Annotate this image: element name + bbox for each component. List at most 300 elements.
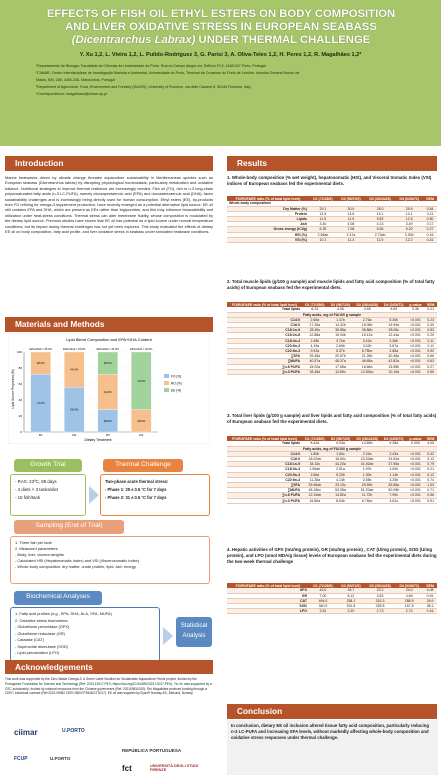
table-cell: 38.88a: [328, 328, 354, 333]
table-cell: 14.1: [365, 211, 395, 216]
table-cell: 1.47b: [328, 317, 354, 322]
legend-swatch: [164, 388, 169, 392]
row-label: C20:5n-3: [227, 343, 302, 348]
row-label: Total lipids: [227, 441, 302, 446]
bar-value-label: 44.0%: [70, 367, 79, 372]
table-cell: 24.53a: [381, 456, 407, 461]
bar-value-label: 28.0%: [36, 361, 45, 366]
table-cell: 4.48: [353, 307, 381, 312]
table-cell: 30.9: [337, 206, 365, 211]
table-header-cell: FO/ROFAEE ratio (% of total lipid level): [227, 196, 309, 201]
bar-top-label: EPA+DHA = 25.3%: [29, 348, 52, 351]
logos-area: [0, 726, 220, 784]
x-tick-label: D2: [72, 433, 77, 437]
table-cell: 2.56ab: [309, 232, 337, 237]
table-cell: 23.2: [365, 588, 395, 593]
table-cell: 21.26b: [353, 354, 381, 359]
table-cell: 0.16: [423, 609, 437, 614]
table-header-cell: D3 (28/44/28): [353, 302, 381, 307]
row-label: GR: [227, 593, 309, 598]
row-label: C18:1n-9: [227, 462, 302, 467]
table-cell: 28.45c: [302, 328, 328, 333]
row-label: C16:0: [227, 322, 302, 327]
table-cell: 1.60c: [328, 451, 354, 456]
bar-value-label: 28.0%: [103, 361, 112, 366]
table-cell: 6.76bc: [353, 498, 381, 503]
lipid-blend-chart: [8, 334, 210, 444]
table-header-cell: D4 (0/28/72): [381, 302, 407, 307]
logo-republica: REPÚBLICA PORTUGUESA: [122, 748, 182, 753]
sampling-heading: Sampling (End of Trial): [14, 520, 124, 534]
table-cell: 0.55: [424, 369, 437, 374]
table-cell: 23.15c: [328, 482, 354, 487]
table-cell: 225.8: [365, 603, 395, 608]
table-row: [227, 609, 437, 614]
table-3: [227, 436, 437, 504]
table-cell: 28.0: [365, 206, 395, 211]
growth-item: - RAS: 23ºC, 88 days: [15, 479, 57, 484]
table-cell: 29.9: [395, 206, 423, 211]
table-cell: 17.68a: [328, 364, 354, 369]
bar-top-label: EPA+DHA = 23.0%: [130, 348, 153, 351]
row-label: C22:6n-3: [227, 348, 302, 353]
table-cell: 4.13: [365, 222, 395, 227]
table-cell: 2.69b: [328, 343, 354, 348]
table-cell: 2.51a: [328, 467, 354, 472]
table-cell: 11.9: [337, 216, 365, 221]
row-label: ∑n-6 PUFA: [227, 493, 302, 498]
table-cell: <0.001: [407, 488, 425, 493]
table-cell: 24.0: [395, 588, 423, 593]
row-label: ∑n-3 PUFA: [227, 498, 302, 503]
table-cell: <0.001: [407, 493, 425, 498]
table-cell: 12.88a: [302, 333, 328, 338]
table-cell: 2.36b: [381, 338, 407, 343]
poster-title: [12, 8, 430, 47]
table-cell: 6.20: [395, 227, 423, 232]
table-cell: 12.2: [395, 237, 423, 242]
table-header-cell: D2 (56/72/0): [337, 196, 365, 201]
question-1: 1. Whole-body composition (% wet weight), hepatosomatic (HSI), and Visceral Somatic Index (VSI) indices of European seabass fed the experimental diets.: [227, 175, 432, 187]
table-header-cell: SEM: [424, 302, 437, 307]
intro-heading: Introduction: [5, 156, 213, 171]
table-cell: 3.43a: [381, 451, 407, 456]
row-label: HSI (%): [227, 232, 309, 237]
bar-top-label: EPA+DHA = 23.5%: [63, 348, 86, 351]
bar-value-label: 56.0%: [70, 407, 79, 412]
row-label: Gross energy (KJ/g): [227, 227, 309, 232]
sampling-item: 1. Three fish per tank: [15, 540, 52, 545]
affiliation: ³Department of Agriculture, Food, Environment and Forestry (DAGRI), University of Florence, via delle Cascine 5, 50144 Florence, Italy: [36, 85, 251, 90]
affiliations: [36, 63, 416, 98]
table-cell: 15.98b: [381, 364, 407, 369]
table-cell: 16.66a: [353, 364, 381, 369]
table-cell: 2.48b: [302, 338, 328, 343]
table-row: [227, 237, 437, 242]
table-cell: 2.66a: [302, 472, 328, 477]
thermal-item: Two-phase acute thermal stress:: [105, 479, 169, 484]
legend-swatch: [164, 381, 169, 385]
table-cell: 0.27: [423, 227, 437, 232]
table-cell: 0.41: [423, 237, 437, 242]
table-cell: 12.19ab: [302, 493, 328, 498]
biochem-item: 1. Fatty acid profiles (e.g., EPA, DHA, ALA, SFA, MUFA): [15, 611, 112, 616]
sampling-item: - Calculated HSI (Hepatosomatic Index) and VSI (Viscerosomatic Index): [15, 558, 140, 563]
logo-uporto: U.PORTO: [62, 728, 85, 734]
table-2: [227, 302, 437, 375]
table-cell: 0.16: [423, 232, 437, 237]
table-cell: 16.60c: [328, 456, 354, 461]
table-cell: 2.24a: [353, 451, 381, 456]
table-cell: 0.79: [424, 462, 437, 467]
table-cell: 0.83: [424, 328, 437, 333]
table-cell: 8.12: [337, 593, 365, 598]
table-cell: 0.71: [424, 488, 437, 493]
table-cell: 315.3: [365, 598, 395, 603]
table-cell: 2.74: [395, 609, 423, 614]
table-cell: 8.64b: [328, 498, 354, 503]
table-cell: 2.73ab: [365, 232, 395, 237]
row-label: C18:2n-6: [227, 333, 302, 338]
table-cell: 4.61c: [381, 498, 407, 503]
table-cell: 40.57a: [302, 359, 328, 364]
table-cell: 23.33ab: [353, 456, 381, 461]
table-cell: 3.20: [337, 609, 365, 614]
biochem-box: [10, 607, 160, 662]
table-header-cell: D4 (0/28/72): [395, 196, 423, 201]
table-cell: 5.30b: [381, 317, 407, 322]
table-cell: 0.003: [407, 441, 425, 446]
question-4: 4. Hepatic activities of GPX (mU/mg protein), GR (mU/mg protein) , CAT (U/mg protein), SOD (U/mg protein), and LPO (nmol MDA/g tissue) levels of European seabass fed the experimental diets during the two-week thermal challenge: [227, 547, 437, 565]
table-cell: 12.53bc: [353, 369, 381, 374]
table-cell: 2.65a: [302, 317, 328, 322]
table-row: [227, 498, 437, 503]
y-tick-label: 20: [18, 414, 22, 418]
table-cell: 50.05b: [381, 488, 407, 493]
table-cell: 34.7: [337, 588, 365, 593]
table-cell: 0.11: [424, 343, 437, 348]
legend-label: RO (%): [171, 381, 182, 386]
table-cell: 4.13b: [328, 477, 354, 482]
bar-value-label: 72.0%: [137, 378, 146, 383]
intro-text: Marine heatwaves driven by climate change threaten aquaculture sustainability in Mediterranean species such as European seabass (Dicentrarchus labrax) by disrupting physiological homeostasis, particularly metabolism and oxidative balance. Nutritional strategies to improve thermal resilience are increasingly needed. Fish oil (FO), rich in n-3 long-chain polyunsaturated fatty acids (n-3 LC-PUFA), namely eicosapentaenoic acid (EPA) and docosahexaenoic acid (DHA), faces sustainability challenges and is increasingly being directly used for human consumption. Ethyl esters (EE), by-products from FO refining for omega-3 supplement production, have recently emerged as a potential alternative lipid source. EE oil still contains EPA and DHA, which are present as EEs rather than triglycerides, and this may influence bioavailability and utilization under heat-stress conditions. Thermal stress can alter membrane fluidity, whose composition is modulated by the dietary lipid source. Previous studies have shown that EE oil has potential as a lipid source under normal temperature conditions, but its impact during thermal challenges has not yet been explored. This study evaluated the effects of dietary EE oil on body composition, fatty acid profile, and liver oxidative stress in seabass under simulated heatwave conditions.: [5, 176, 213, 235]
table-cell: 0.29: [424, 333, 437, 338]
table-cell: 2.73: [365, 609, 395, 614]
table-cell: 14.1: [395, 211, 423, 216]
x-tick-label: D3: [105, 433, 110, 437]
table-cell: 51.20ab: [353, 488, 381, 493]
table-cell: 338.1: [337, 598, 365, 603]
table-cell: 0.12: [424, 472, 437, 477]
table-group-label: Fatty acids, mg of FA/100 g sample: [227, 446, 437, 451]
table-cell: 0.66: [424, 354, 437, 359]
table-cell: 1.80b: [302, 451, 328, 456]
row-label: Protein: [227, 211, 309, 216]
y-tick-label: 80: [18, 366, 22, 370]
table-cell: 11.9: [365, 237, 395, 242]
logo-uporto-2: U.PORTO: [50, 756, 71, 761]
table-cell: 0.52: [424, 348, 437, 353]
row-label: C18:1n-9: [227, 328, 302, 333]
conclusion-heading: Conclusion: [227, 704, 437, 719]
table-header-cell: D1 (72/28/0): [302, 302, 328, 307]
legend-label: FO (%): [171, 374, 182, 379]
table-cell: 0.36: [407, 307, 425, 312]
table-cell: <0.001: [407, 364, 425, 369]
table-cell: 3.12: [424, 456, 437, 461]
table-header-cell: SEM: [423, 583, 437, 588]
table-cell: <0.001: [407, 328, 425, 333]
table-cell: 41.92ab: [353, 462, 381, 467]
table-cell: 30.48a: [381, 354, 407, 359]
table-cell: 2.65b: [353, 477, 381, 482]
table-cell: 3.42a: [353, 338, 381, 343]
legend-swatch: [164, 374, 169, 378]
table-cell: 6.35: [309, 227, 337, 232]
table-cell: 35.86b: [353, 328, 381, 333]
table-cell: 4.05: [424, 441, 437, 446]
y-tick-label: 40: [18, 398, 22, 402]
table-cell: <0.001: [407, 472, 425, 477]
biochem-item: - Glutathione reductase (GR): [15, 630, 65, 636]
table-cell: 43.0: [309, 588, 337, 593]
table-cell: 3.49: [395, 222, 423, 227]
title-line-3-rest: UNDER THERMAL CHALLENGE: [195, 34, 371, 46]
y-tick-label: 100: [16, 350, 22, 354]
bar-value-label: 44.0%: [103, 390, 112, 394]
table-cell: <0.001: [407, 451, 425, 456]
ack-text: This work was supported by the Zero-Waste Omega-3: A Green Label Solution for Sustainable Aquaculture Feeds project, funded by the Portuguese Foundation for Science and Technology (Ref: 2023.13017.PEX; https://doi.org/10.54499/2023.13017.PEX). Yiu Xu was supported by a CSC scholarship, funded by national resources from the Chinese government (Ref: 202109810020). Rui Magalhães received funding through a CEEC Individual contract (Ref:2023.09082.CEECIND/CP2848/CT0017). EE oil was supplied by Epax® Norway AS, Ålesund, Norway.: [5, 677, 212, 696]
table-cell: 14.5: [309, 211, 337, 216]
row-label: Lipids: [227, 216, 309, 221]
table-cell: 28.05c: [381, 328, 407, 333]
table-cell: 3.70a: [328, 338, 354, 343]
table-cell: 7.00: [309, 593, 337, 598]
title-line-1: EFFECTS OF FISH OIL ETHYL ESTERS ON BODY COMPOSITION: [46, 8, 396, 20]
table-cell: 0.11: [424, 338, 437, 343]
row-label: C18:3n-3: [227, 338, 302, 343]
table-cell: 29.1: [309, 206, 337, 211]
ack-heading: Acknowledgements: [5, 660, 213, 674]
table-cell: 11.5: [309, 216, 337, 221]
table-cell: 6.78bc: [353, 348, 381, 353]
logo-unifi: UNIVERSITÀ DEGLI STUDI FIRENZE: [150, 764, 199, 772]
table-cell: 37.95a: [381, 462, 407, 467]
biochem-item: - Lipid peroxidation (LPO): [15, 650, 60, 655]
logo-ciimar: ciimar: [14, 728, 38, 737]
table-cell: 5.37b: [328, 348, 354, 353]
table-cell: 5.69: [381, 307, 407, 312]
table-header-cell: D1 (72/28/0): [302, 436, 328, 441]
logo-fct: fct: [122, 764, 132, 773]
table-cell: 4.08: [337, 222, 365, 227]
poster-header: [0, 0, 441, 146]
table-cell: 7.99c: [381, 493, 407, 498]
table-cell: 9.92a: [302, 348, 328, 353]
table-cell: 0.11: [423, 211, 437, 216]
row-label: GPX: [227, 588, 309, 593]
table-cell: 291.8: [337, 603, 365, 608]
row-label: ∑MUFA: [227, 359, 302, 364]
table-cell: 1.14b: [381, 472, 407, 477]
table-4: [227, 583, 437, 614]
row-label: LPO: [227, 609, 309, 614]
table-cell: 39.9: [423, 598, 437, 603]
table-cell: 5.56: [365, 227, 395, 232]
table-cell: <0.001: [407, 354, 425, 359]
table-cell: 3.67a: [381, 343, 407, 348]
biochem-item: - Catalase (CAT): [15, 637, 44, 642]
bar-value-label: 72.0%: [36, 401, 45, 406]
row-label: ∑MUFA: [227, 488, 302, 493]
table-cell: 15.02a: [302, 364, 328, 369]
table-cell: 0.74: [424, 477, 437, 482]
thermal-challenge-heading: Thermal Challenge: [103, 459, 183, 472]
row-label: ∑SFA: [227, 354, 302, 359]
row-label: Dry Matter (%): [227, 206, 309, 211]
chart-xlabel: Dietary Treatment: [84, 438, 112, 442]
table-cell: 0.42: [424, 451, 437, 456]
table-cell: 53.08a: [328, 488, 354, 493]
sampling-item: 2. Measured parameters:: [15, 546, 59, 551]
row-label: C14:0: [227, 451, 302, 456]
affiliation: Matos, S/N, 289, 4450-208- Matosinhos, Portugal: [36, 78, 115, 83]
question-2: 2. Total muscle lipids (g/100 g sample) and muscle lipids and fatty acid composition (% of total fatty acids) of European seabass fed the experimental diets.: [227, 279, 435, 291]
y-tick-label: 60: [18, 382, 22, 386]
table-cell: 1.97b: [353, 467, 381, 472]
table-cell: 11.4: [337, 237, 365, 242]
row-label: VSI (%): [227, 237, 309, 242]
table-cell: 16.80a: [302, 498, 328, 503]
table-cell: 46.65a: [353, 359, 381, 364]
table-cell: 25.45a: [302, 354, 328, 359]
table-cell: 1.30b: [353, 472, 381, 477]
table-cell: <0.001: [407, 456, 425, 461]
biochem-item: - Glutathione peroxidase (GPX): [15, 624, 70, 629]
methods-heading: Materials and Methods: [5, 317, 213, 332]
thermal-item: - Phase 2: 31 ± 0.5 °C for 7 days: [105, 495, 167, 500]
x-tick-label: D4: [139, 433, 144, 437]
table-cell: 340.9: [309, 603, 337, 608]
y-tick-label: 0: [20, 430, 22, 434]
table-cell: 0.39: [424, 322, 437, 327]
table-cell: 45.18bc: [302, 488, 328, 493]
table-1: [227, 196, 437, 243]
row-label: ∑n-3 PUFA: [227, 369, 302, 374]
table-header-cell: FO/ROFAEE ratio (% of total lipid level): [227, 583, 309, 588]
question-3: 3. Total liver lipids (g/100 g sample) and liver lipids and fatty acid composition (% of total fatty acids) of European seabass fed the experimental diets.: [227, 413, 437, 425]
table-cell: 12.44a: [381, 333, 407, 338]
table-cell: 3.02b: [353, 343, 381, 348]
biochem-item: 2. Oxidative stress biomarkers:: [15, 617, 69, 623]
table-cell: 14.50b: [353, 441, 381, 446]
table-cell: <0.001: [407, 322, 425, 327]
row-label: C16:0: [227, 456, 302, 461]
table-cell: 3.51: [309, 609, 337, 614]
table-cell: 12.85c: [328, 369, 354, 374]
row-label: ∑SFA: [227, 482, 302, 487]
arrow-right-icon: [89, 486, 99, 504]
table-cell: 3.25b: [381, 477, 407, 482]
biochem-item: - Superoxide dismutase (SOD): [15, 643, 68, 649]
table-cell: 9.03a: [328, 441, 354, 446]
logo-fcup: FCUP: [14, 756, 28, 762]
table-header-cell: SEM: [423, 196, 437, 201]
authors: Y. Xu 1,2, L. Vieira 1,2, L. Pulido-Rodríguez 3, G. Parisi 3, A. Oliva-Teles 1,2, H. Peres 1,2, R. Magalhães 1,2*: [79, 52, 362, 58]
table-cell: 288.9: [395, 598, 423, 603]
table-header-cell: FO/ROFAEE ratio (% of total lipid level): [227, 302, 302, 307]
table-cell: 4.08: [423, 588, 437, 593]
table-cell: 34.15c: [302, 462, 328, 467]
table-header-cell: D1 (72/28/0): [309, 583, 337, 588]
table-cell: 0.21: [424, 307, 437, 312]
table-cell: 42.82a: [381, 359, 407, 364]
statistical-analysis-box: Statistical Analysis: [176, 617, 212, 647]
thermal-item: - Phase 1: 29 ± 0.5 °C for 7 days: [105, 487, 167, 492]
table-cell: 1.56ab: [302, 467, 328, 472]
table-cell: 0.56: [424, 493, 437, 498]
table-cell: 14.6: [337, 211, 365, 216]
affiliation: ²CIIMAR, Centro Interdisciplinar de Investigação Marinha e Ambiental, Universidade do Porto, Terminal de Cruzeiros do Porto de Leixões. Avenida General Norton de: [36, 71, 300, 76]
table-header-cell: D3 (28/44/28): [365, 583, 395, 588]
row-label: ∑n-6 PUFA: [227, 364, 302, 369]
results-heading: Results: [227, 156, 437, 171]
table-cell: 157.8: [395, 603, 423, 608]
table-cell: 7.08: [337, 227, 365, 232]
table-cell: 10.19a: [381, 369, 407, 374]
table-cell: 2.47a: [337, 232, 365, 237]
table-cell: 0.21: [424, 467, 437, 472]
table-cell: 35.88a: [381, 482, 407, 487]
table-cell: 2.76a: [353, 317, 381, 322]
table-header-cell: D1 (72/28/0): [309, 196, 337, 201]
species-name: (Dicentrarchus Labrax): [71, 34, 196, 46]
table-cell: <0.001: [407, 359, 425, 364]
table-cell: <0.001: [407, 477, 425, 482]
bar-value-label: 28.0%: [137, 418, 146, 423]
table-cell: <0.001: [407, 467, 425, 472]
title-line-3: [12, 34, 430, 47]
row-label: Total lipids: [227, 307, 302, 312]
table-cell: 0.50: [423, 216, 437, 221]
growth-trial-box: [10, 474, 86, 516]
table-header-cell: D2 (56/72/0): [337, 583, 365, 588]
table-cell: 4.19a: [302, 343, 328, 348]
table-cell: 0.27: [424, 364, 437, 369]
table-cell: 0.17: [423, 222, 437, 227]
row-label: C14:0: [227, 317, 302, 322]
sampling-item: - Body, liver, viscera weights: [15, 552, 64, 557]
table-cell: 9.82: [365, 216, 395, 221]
table-cell: 48.37a: [328, 359, 354, 364]
table-header-cell: p-value: [407, 302, 425, 307]
table-cell: 9.28a: [381, 441, 407, 446]
table-cell: 0.91: [423, 593, 437, 598]
row-label: SOD: [227, 603, 309, 608]
table-cell: 44.20a: [328, 462, 354, 467]
table-cell: 6.24: [302, 307, 328, 312]
table-cell: <0.001: [407, 462, 425, 467]
table-cell: 0.23: [424, 317, 437, 322]
table-cell: 38.1: [423, 603, 437, 608]
table-cell: 15.08b: [353, 322, 381, 327]
table-cell: 15.94b: [328, 333, 354, 338]
table-header-cell: D3 (28/44/28): [353, 436, 381, 441]
table-cell: <0.001: [407, 343, 425, 348]
row-label: C18:3n-3: [227, 467, 302, 472]
table-cell: 3.53: [365, 593, 395, 598]
bar-top-label: EPA+DHA = 24.5%: [96, 348, 119, 351]
